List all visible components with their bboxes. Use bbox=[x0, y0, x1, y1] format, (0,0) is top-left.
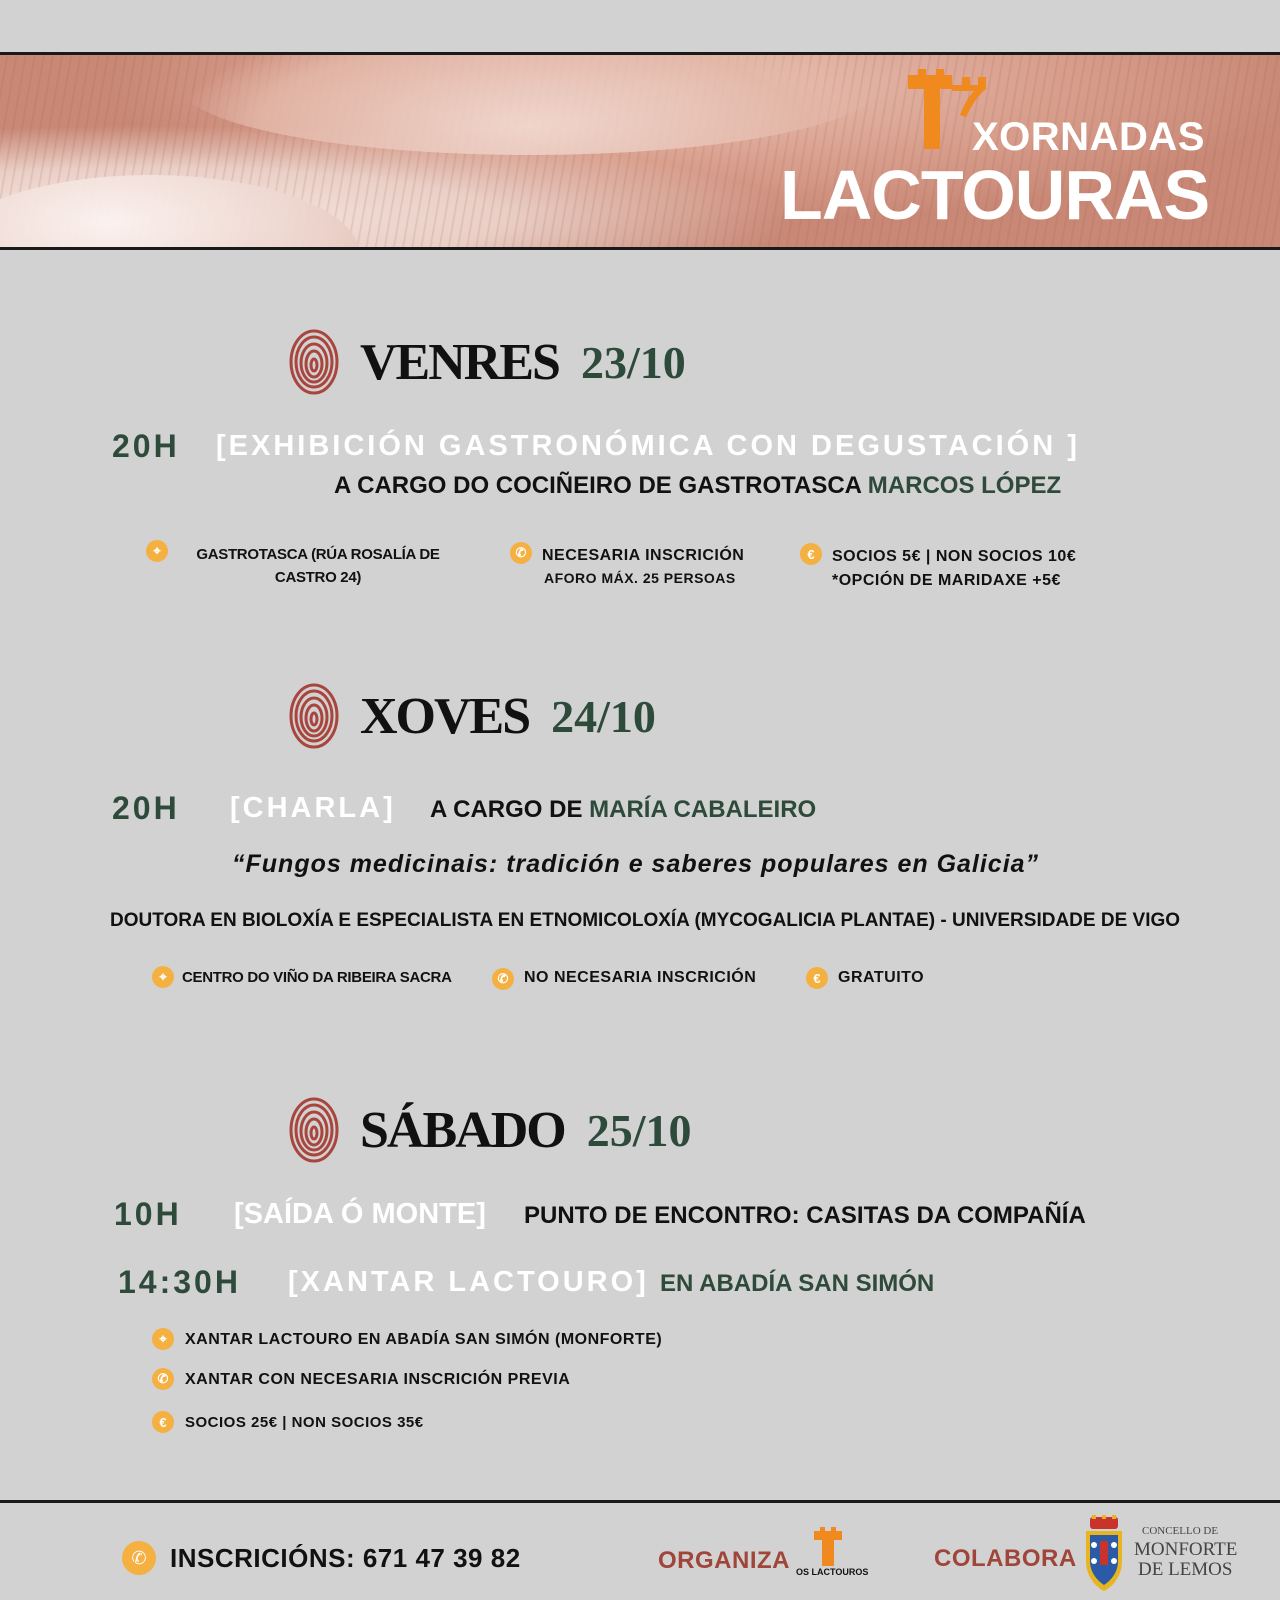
euro-icon: € bbox=[800, 543, 822, 565]
event-host bbox=[430, 796, 816, 824]
place-line: GASTROTASCA (RÚA ROSALÍA DE bbox=[196, 546, 440, 563]
header-banner bbox=[0, 52, 1280, 250]
map-pin-icon: ⌖ bbox=[146, 540, 168, 562]
event-hour: 20H bbox=[112, 790, 180, 826]
signup-line: AFORO MÁX. 25 PERSOAS bbox=[544, 570, 736, 586]
event-title: [CHARLA] bbox=[230, 792, 396, 824]
day-date: 23/10 bbox=[580, 336, 686, 388]
speaker-bio: DOUTORA EN BIOLOXÍA E ESPECIALISTA EN ETNOMICOLOXÍA (MYCOGALICIA PLANTAE) - UNIVERSIDADE DE VIGO bbox=[110, 910, 1181, 931]
event-place: CENTRO DO VIÑO DA RIBEIRA SACRA bbox=[182, 969, 452, 986]
day-name: SÁBADO bbox=[360, 1101, 565, 1159]
banner-photo-shape bbox=[180, 52, 880, 155]
inscriptions-phone: INSCRICIÓNS: 671 47 39 82 bbox=[170, 1543, 521, 1573]
phone-icon: ✆ bbox=[152, 1368, 174, 1390]
organiza-label: ORGANIZA bbox=[658, 1547, 790, 1574]
event-title: [SAÍDA Ó MONTE] bbox=[234, 1198, 486, 1230]
event-host-name: MARCOS LÓPEZ bbox=[867, 472, 1062, 499]
event-hour: 20H bbox=[112, 428, 180, 464]
price-line: *OPCIÓN DE MARIDAXE +5€ bbox=[832, 572, 1061, 589]
event-place: XANTAR LACTOURO EN ABADÍA SAN SIMÓN (MONFORTE) bbox=[185, 1331, 663, 1348]
day-header-xoves bbox=[288, 682, 656, 750]
concello-name-line1: MONFORTE bbox=[1134, 1539, 1238, 1560]
os-lactouros-logo-text: OS LACTOUROS bbox=[796, 1567, 869, 1577]
coat-of-arms-icon bbox=[1082, 1515, 1126, 1593]
euro-icon: € bbox=[152, 1411, 174, 1433]
phone-icon: ✆ bbox=[510, 542, 532, 564]
event-hour: 14:30H bbox=[118, 1264, 241, 1300]
talk-quote: “Fungos medicinais: tradición e saberes populares en Galicia” bbox=[232, 850, 1040, 878]
event-host-name: MARÍA CABALEIRO bbox=[589, 796, 817, 823]
os-lactouros-logo-icon bbox=[812, 1527, 848, 1569]
phone-icon: ✆ bbox=[122, 1541, 156, 1575]
banner-title-large: LACTOURAS bbox=[780, 156, 1210, 234]
day-date: 24/10 bbox=[551, 690, 656, 742]
event-title: [XANTAR LACTOURO] bbox=[288, 1266, 649, 1298]
event-signup: NO NECESARIA INSCRICIÓN bbox=[524, 969, 757, 986]
event-signup bbox=[542, 544, 744, 590]
event-price: SOCIOS 25€ | NON SOCIOS 35€ bbox=[185, 1414, 424, 1431]
day-date: 25/10 bbox=[586, 1104, 692, 1156]
banner-photo-shape bbox=[0, 175, 360, 250]
event-price bbox=[832, 545, 1076, 593]
phone-icon: ✆ bbox=[492, 968, 514, 990]
footer bbox=[0, 1500, 1280, 1600]
event-title: [EXHIBICIÓN GASTRONÓMICA CON DEGUSTACIÓN ] bbox=[216, 430, 1080, 462]
colabora-label: COLABORA bbox=[934, 1545, 1077, 1572]
fingerprint-icon bbox=[288, 682, 340, 750]
price-line: SOCIOS 5€ | NON SOCIOS 10€ bbox=[832, 548, 1077, 565]
map-pin-icon: ⌖ bbox=[152, 1328, 174, 1350]
place-line: CASTRO 24) bbox=[274, 569, 362, 586]
fingerprint-icon bbox=[288, 328, 340, 396]
concello-label: CONCELLO DE bbox=[1142, 1525, 1219, 1537]
event-host-prefix: A CARGO DO COCIÑEIRO DE GASTROTASCA bbox=[334, 472, 862, 499]
day-header-venres bbox=[288, 328, 686, 396]
fingerprint-icon bbox=[288, 1096, 340, 1164]
day-header-sabado bbox=[288, 1096, 692, 1164]
event-host bbox=[334, 472, 1061, 500]
concello-name-line2: DE LEMOS bbox=[1138, 1559, 1233, 1580]
event-host-prefix: A CARGO DE bbox=[430, 796, 583, 823]
map-pin-icon: ⌖ bbox=[152, 966, 174, 988]
euro-icon: € bbox=[806, 967, 828, 989]
signup-line: NECESARIA INSCRICIÓN bbox=[542, 547, 745, 564]
banner-title-small: XORNADAS bbox=[972, 115, 1205, 159]
event-place bbox=[178, 543, 458, 589]
event-detail: EN ABADÍA SAN SIMÓN bbox=[660, 1270, 935, 1297]
day-name: VENRES bbox=[360, 333, 559, 391]
event-price: GRATUITO bbox=[838, 969, 925, 986]
event-signup: XANTAR CON NECESARIA INSCRICIÓN PREVIA bbox=[185, 1371, 571, 1388]
day-name: XOVES bbox=[360, 687, 530, 745]
event-detail: PUNTO DE ENCONTRO: CASITAS DA COMPAÑÍA bbox=[524, 1202, 1086, 1229]
event-hour: 10H bbox=[114, 1196, 182, 1232]
